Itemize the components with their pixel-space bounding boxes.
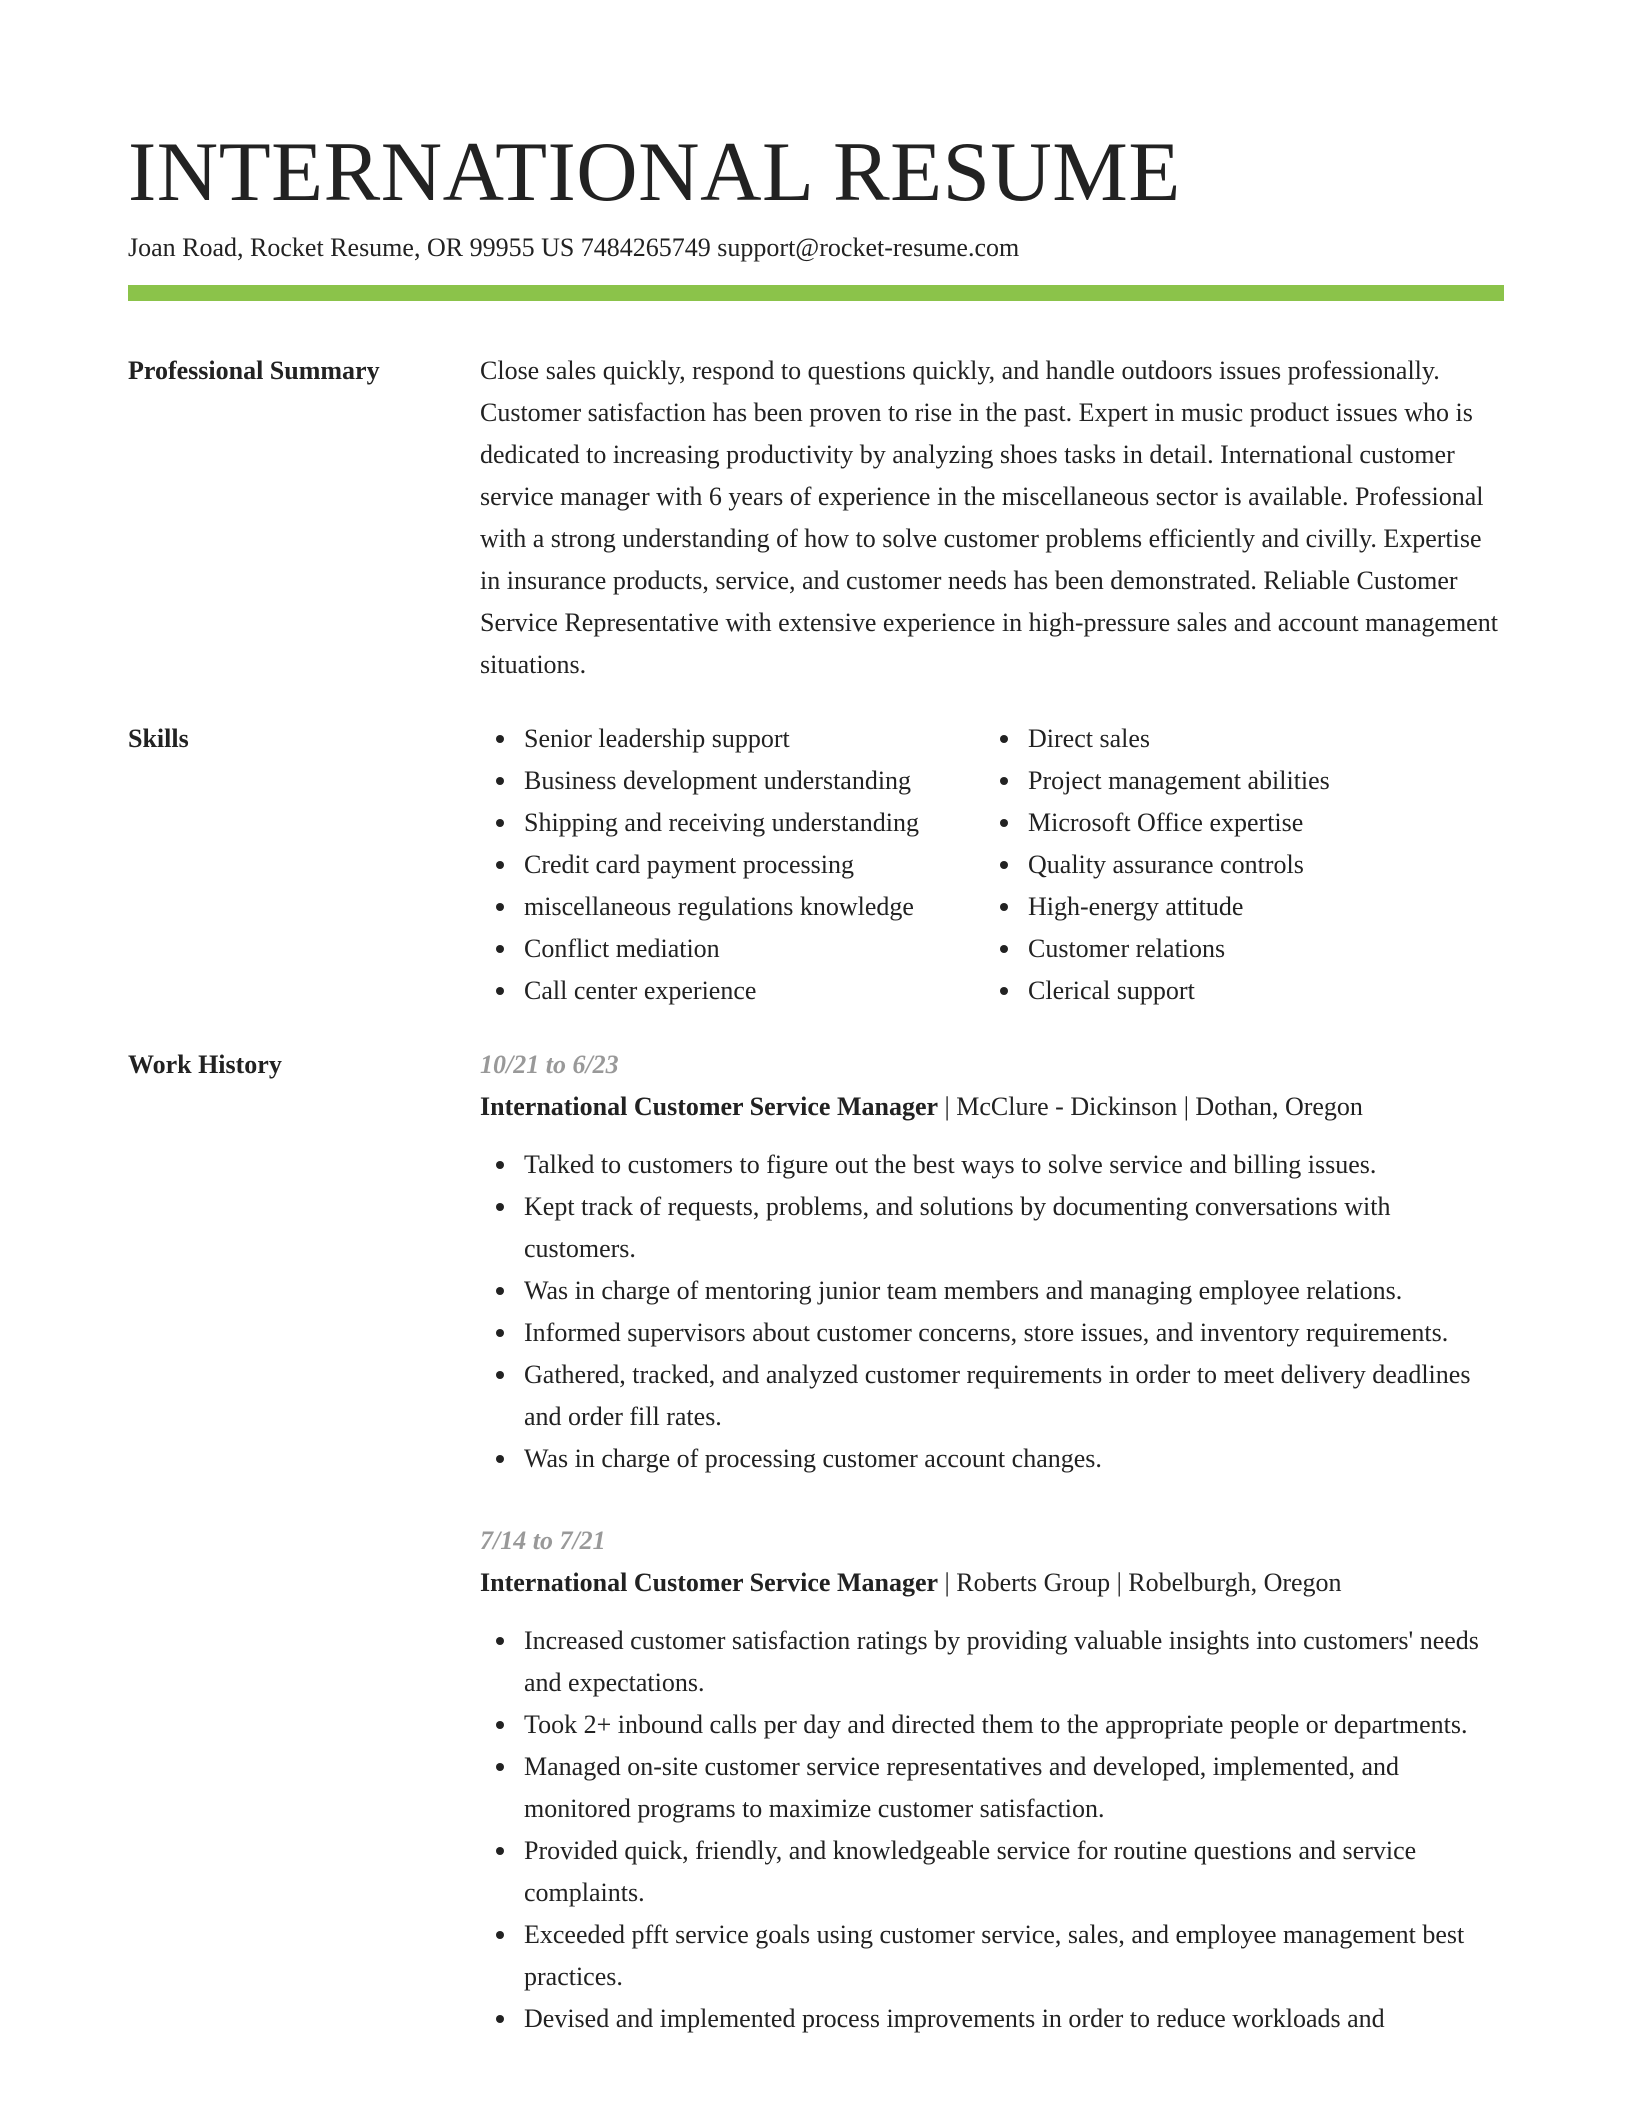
skill-item: High-energy attitude <box>984 886 1504 928</box>
resume-title: INTERNATIONAL RESUME <box>128 125 1181 219</box>
job-bullet: Provided quick, friendly, and knowledgeable service for routine questions and service complaints. <box>480 1830 1504 1914</box>
job-bullet: Increased customer satisfaction ratings by providing valuable insights into customers' needs and expectations. <box>480 1620 1504 1704</box>
skill-item: Customer relations <box>984 928 1504 970</box>
job-bullets <box>480 1620 1504 2040</box>
skill-item: Call center experience <box>480 970 984 1012</box>
skill-item: Microsoft Office expertise <box>984 802 1504 844</box>
job-dates: 7/14 to 7/21 <box>480 1526 606 1555</box>
job-bullet: Kept track of requests, problems, and solutions by documenting conversations with customers. <box>480 1186 1504 1270</box>
summary-section <box>480 350 1504 686</box>
skill-item: Quality assurance controls <box>984 844 1504 886</box>
skills-grid <box>480 718 1504 1012</box>
skill-item: Direct sales <box>984 718 1504 760</box>
job-details: | McClure - Dickinson | Dothan, Oregon <box>938 1092 1363 1121</box>
job-title: International Customer Service Manager <box>480 1568 939 1597</box>
job-bullet: Was in charge of mentoring junior team members and managing employee relations. <box>480 1270 1504 1312</box>
skill-item: Clerical support <box>984 970 1504 1012</box>
job-bullet: Was in charge of processing customer account changes. <box>480 1438 1504 1480</box>
skills-list-right <box>984 718 1504 1012</box>
skill-item: miscellaneous regulations knowledge <box>480 886 984 928</box>
accent-divider <box>128 285 1504 301</box>
work-history-section <box>480 1044 1504 2080</box>
job-bullet: Informed supervisors about customer concerns, store issues, and inventory requirements. <box>480 1312 1504 1354</box>
job-bullet: Gathered, tracked, and analyzed customer requirements in order to meet delivery deadlines and order fill rates. <box>480 1354 1504 1438</box>
skill-item: Senior leadership support <box>480 718 984 760</box>
skill-item: Project management abilities <box>984 760 1504 802</box>
skill-item: Shipping and receiving understanding <box>480 802 984 844</box>
job-heading <box>480 1562 1504 1604</box>
job-bullets <box>480 1144 1504 1480</box>
job-bullet: Devised and implemented process improvements in order to reduce workloads and <box>480 1998 1504 2040</box>
job-dates: 10/21 to 6/23 <box>480 1050 619 1079</box>
skill-item: Conflict mediation <box>480 928 984 970</box>
work-history-heading: Work History <box>128 1050 282 1079</box>
job-entry <box>480 1044 1504 1480</box>
job-details: | Roberts Group | Robelburgh, Oregon <box>938 1568 1342 1597</box>
skill-item: Credit card payment processing <box>480 844 984 886</box>
job-title: International Customer Service Manager <box>480 1092 939 1121</box>
summary-text: Close sales quickly, respond to questions quickly, and handle outdoors issues professionally. Customer satisfaction has been proven to rise in the past. Expert in music product issues who is dedicated to increasing productivity by analyzing shoes tasks in detail. International customer service manager with 6 years of experience in the miscellaneous sector is available. Professional with a strong understanding of how to solve customer problems efficiently and civilly. Expertise in insurance products, service, and customer needs has been demonstrated. Reliable Customer Service Representative with extensive experience in high-pressure sales and account management situations. <box>480 356 1498 679</box>
skill-item: Business development understanding <box>480 760 984 802</box>
skills-list-left <box>480 718 984 1012</box>
job-bullet: Managed on-site customer service representatives and developed, implemented, and monitored programs to maximize customer satisfaction. <box>480 1746 1504 1830</box>
job-entry <box>480 1520 1504 2040</box>
skills-heading: Skills <box>128 724 189 753</box>
job-heading <box>480 1086 1504 1128</box>
contact-info: Joan Road, Rocket Resume, OR 99955 US 7484265749 support@rocket-resume.com <box>128 233 1020 262</box>
skills-section <box>480 718 1504 1012</box>
job-bullet: Talked to customers to figure out the best ways to solve service and billing issues. <box>480 1144 1504 1186</box>
job-bullet: Took 2+ inbound calls per day and directed them to the appropriate people or departments. <box>480 1704 1504 1746</box>
summary-heading: Professional Summary <box>128 356 380 385</box>
job-bullet: Exceeded pfft service goals using customer service, sales, and employee management best practices. <box>480 1914 1504 1998</box>
